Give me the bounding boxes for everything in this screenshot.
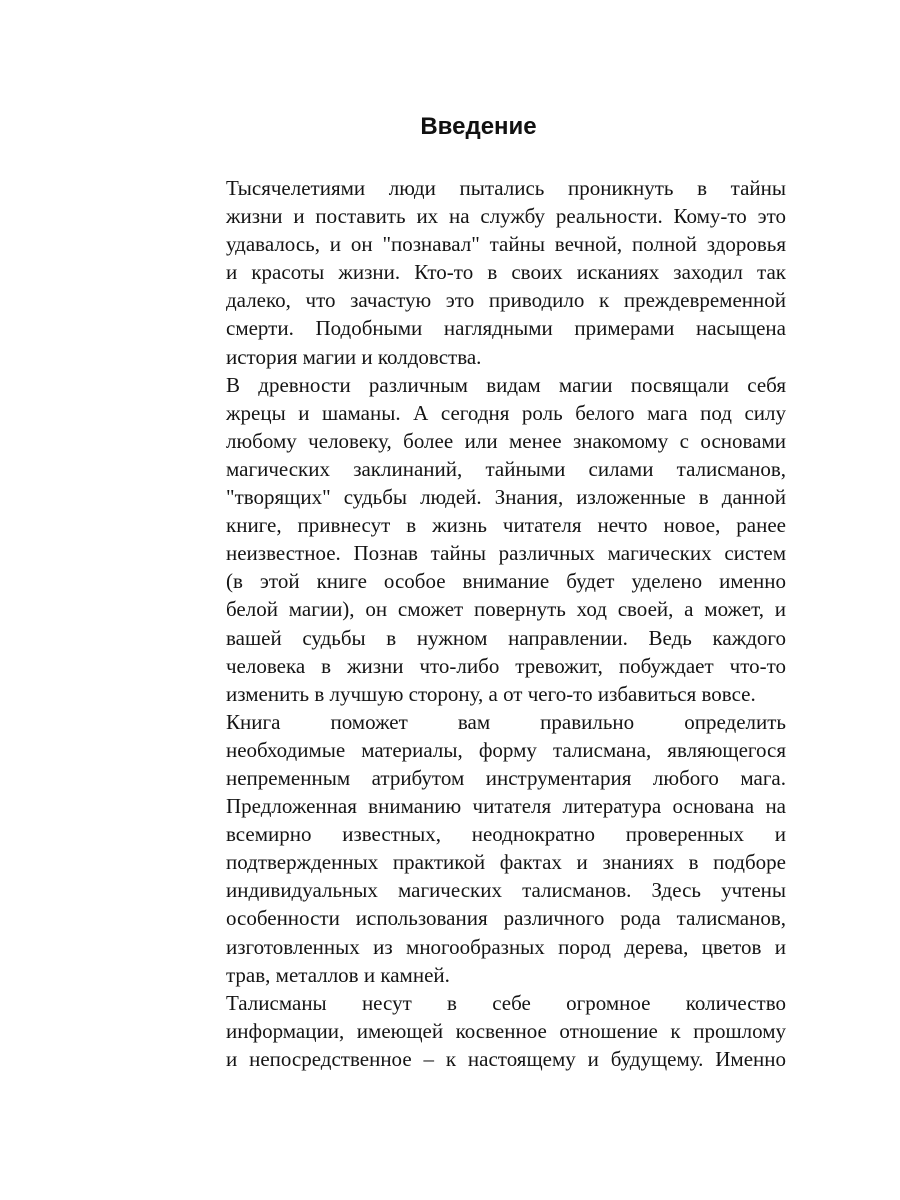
text-line: изменить в лучшую сторону, а от чего-то избавиться вовсе. — [226, 681, 756, 706]
paragraph-2 — [170, 371, 786, 708]
text-line: Тысячелетиями люди пытались проникнуть в тайны — [226, 176, 786, 200]
text-line: история магии и колдовства. — [226, 344, 482, 369]
paragraph-4 — [170, 989, 786, 1073]
text-line: далеко, что зачастую это приводило к преждевременной — [226, 288, 786, 313]
text-line: Талисманы несут в себе огромное количество — [226, 990, 786, 1015]
text-line: и непосредственное – к настоящему и будущему. Именно — [226, 1046, 786, 1071]
text-line: трав, металлов и камней. — [226, 962, 450, 987]
text-line: изготовленных из многообразных пород дерева, цветов и — [226, 934, 786, 959]
text-line: вашей судьбы в нужном направлении. Ведь каждого — [226, 625, 786, 650]
text-line: любому человеку, более или менее знакомому с основами — [226, 428, 786, 453]
text-line: человека в жизни что-либо тревожит, побуждает что-то — [226, 653, 786, 678]
text-line: Предложенная вниманию читателя литература основана на — [226, 794, 786, 819]
text-line: белой магии), он сможет повернуть ход своей, а может, и — [226, 597, 786, 622]
text-line: Книга поможет вам правильно определить — [226, 709, 786, 734]
text-line: необходимые материалы, форму талисмана, являющегося — [226, 737, 786, 762]
text-line: информации, имеющей косвенное отношение к прошлому — [226, 1018, 786, 1043]
text-line: всемирно известных, неоднократно проверенных и — [226, 822, 786, 847]
text-line: подтвержденных практикой фактах и знаниях в подборе — [226, 850, 786, 875]
text-line: (в этой книге особое внимание будет уделено именно — [226, 569, 786, 594]
text-line: книге, привнесут в жизнь читателя нечто новое, ранее — [226, 513, 786, 538]
text-line: жрецы и шаманы. А сегодня роль белого мага под силу — [226, 400, 786, 425]
text-line: особенности использования различного рода талисманов, — [226, 906, 786, 931]
text-line: непременным атрибутом инструментария любого мага. — [226, 765, 786, 790]
paragraph-1 — [170, 174, 786, 371]
paragraph-3 — [170, 708, 786, 989]
text-line: В древности различным видам магии посвящали себя — [226, 372, 786, 397]
chapter-body — [170, 174, 786, 1073]
text-line: и красоты жизни. Кто-то в своих исканиях заходил так — [226, 260, 786, 285]
chapter-title: Введение — [420, 113, 537, 140]
text-line: магических заклинаний, тайными силами талисманов, — [226, 456, 786, 481]
text-line: жизни и поставить их на службу реальности. Кому-то это — [226, 204, 786, 229]
text-line: индивидуальных магических талисманов. Здесь учтены — [226, 878, 786, 903]
text-line: удавалось, и он "познавал" тайны вечной, полной здоровья — [226, 232, 786, 257]
text-line: "творящих" судьбы людей. Знания, изложенные в данной — [226, 485, 786, 510]
text-line: неизвестное. Познав тайны различных магических систем — [226, 541, 786, 566]
text-line: смерти. Подобными наглядными примерами насыщена — [226, 316, 786, 341]
